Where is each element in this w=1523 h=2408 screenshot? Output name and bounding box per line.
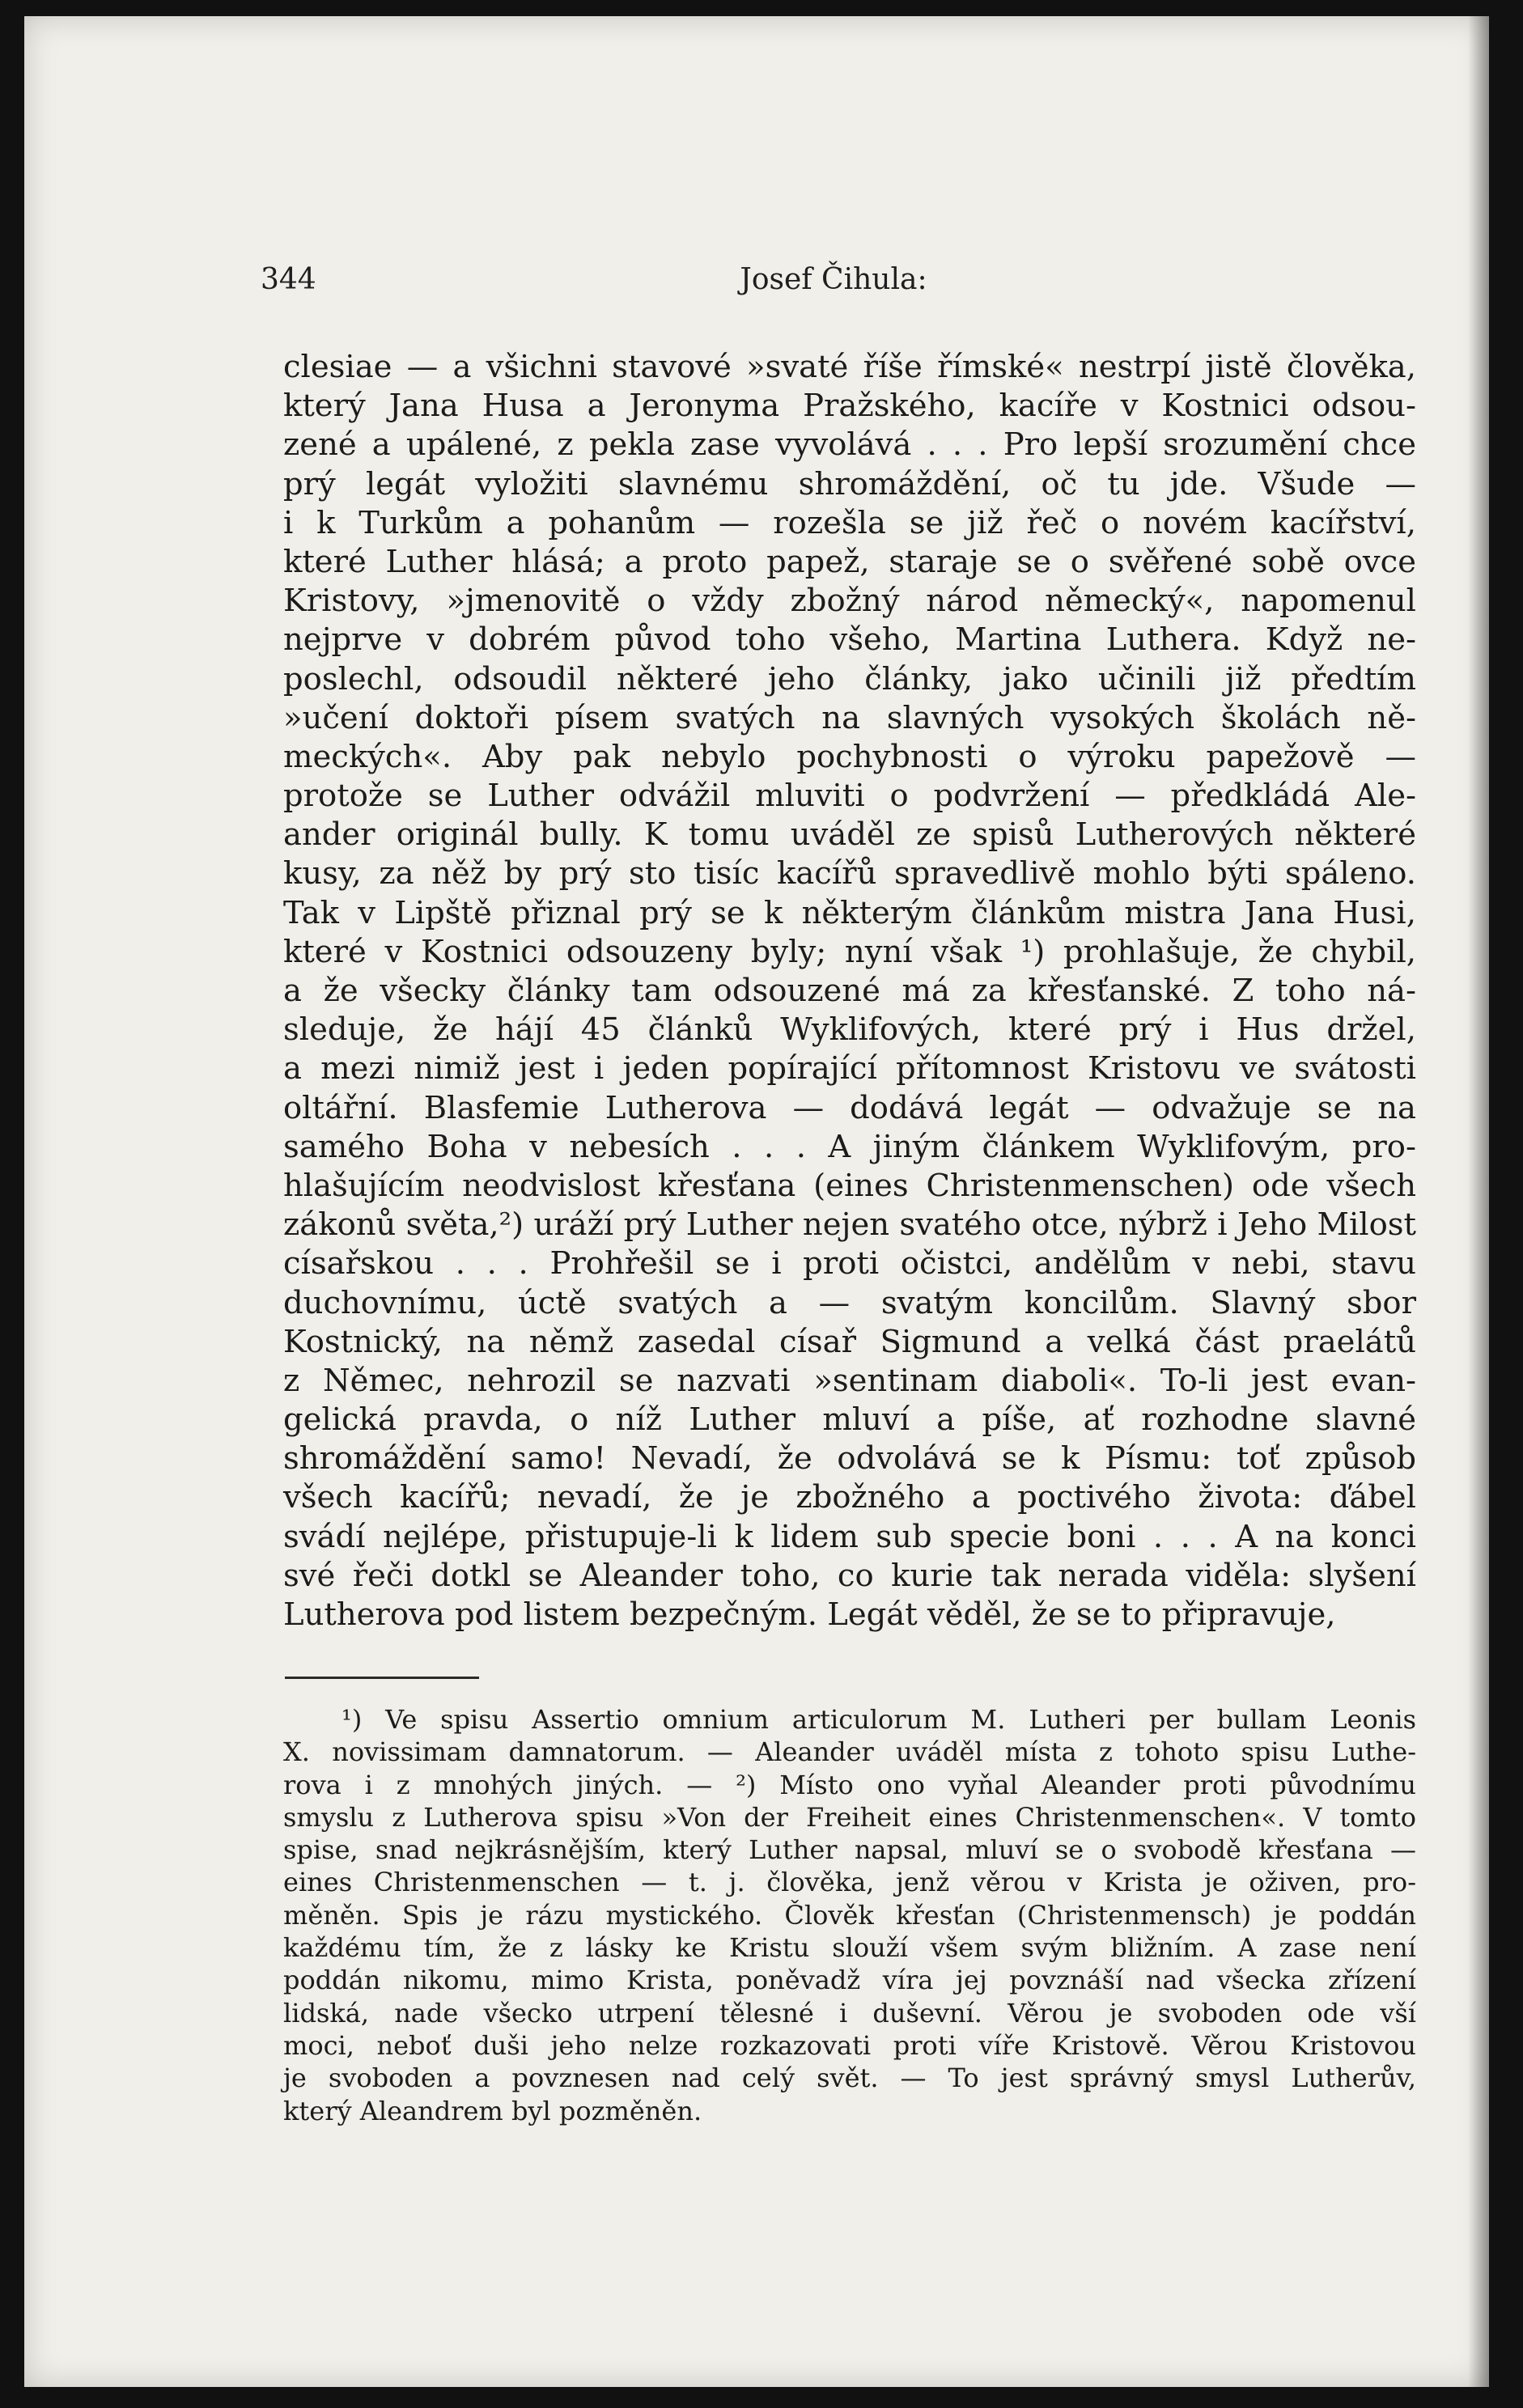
- text-line: shromáždění samo! Nevadí, že odvolává se k Písmu: toť způsob: [283, 1440, 1416, 1477]
- text-line: které Luther hlásá; a proto papež, staraje se o svěřené sobě ovce: [283, 543, 1416, 580]
- text-line: Tak v Lipště přiznal prý se k některým článkům mistra Jana Husi,: [283, 894, 1416, 931]
- text-line: zené a upálené, z pekla zase vyvolává . . . Pro lepší srozumění chce: [283, 426, 1416, 464]
- text-line: a že všecky články tam odsouzené má za křesťanské. Z toho ná-: [283, 973, 1416, 1009]
- text-line: císařskou . . . Prohřešil se i proti očistci, andělům v nebi, stavu: [283, 1245, 1416, 1282]
- footnotes: [283, 1703, 1416, 2127]
- text-line: »učení doktoři písem svatých na slavných vysokých školách ně-: [283, 699, 1416, 736]
- text-line: prý legát vyložiti slavnému shromáždění, oč tu jde. Všude —: [283, 465, 1416, 502]
- footnote-line: spise, snad nejkrásnějším, který Luther napsal, mluví se o svobodě křesťana —: [283, 1834, 1416, 1866]
- footnote-line: je svoboden a povznesen nad celý svět. — To jest správný smysl Lutherův,: [283, 2062, 1416, 2094]
- text-line: svádí nejlépe, přistupuje-li k lidem sub specie boni . . . A na konci: [283, 1518, 1416, 1555]
- text-line: sleduje, že hájí 45 článků Wyklifových, které prý i Hus držel,: [283, 1011, 1416, 1049]
- text-line: duchovnímu, úctě svatých a — svatým koncilům. Slavný sbor: [283, 1284, 1416, 1321]
- text-line: zákonů světa,²) uráží prý Luther nejen svatého otce, nýbrž i Jeho Milost: [283, 1206, 1416, 1244]
- footnote-line: moci, neboť duši jeho nelze rozkazovati proti víře Kristově. Věrou Kristovou: [283, 2029, 1416, 2061]
- text-line: který Jana Husa a Jeronyma Pražského, kacíře v Kostnici odsou-: [283, 388, 1416, 425]
- text-line: i k Turkům a pohanům — rozešla se již řeč o novém kacířství,: [283, 504, 1416, 541]
- page-edge-shadow: [1468, 16, 1489, 2387]
- running-head: Josef Čihula:: [740, 263, 927, 296]
- text-line: všech kacířů; nevadí, že je zbožného a poctivého života: ďábel: [283, 1479, 1416, 1516]
- text-line: Kristovy, »jmenovitě o vždy zbožný národ německý«, napomenul: [283, 583, 1416, 620]
- page-number: 344: [261, 263, 316, 296]
- footnote-line: měněn. Spis je rázu mystického. Člověk křesťan (Christenmensch) je poddán: [283, 1899, 1416, 1931]
- text-line: své řeči dotkl se Aleander toho, co kurie tak nerada viděla: slyšení: [283, 1557, 1416, 1594]
- text-line: Kostnický, na němž zasedal císař Sigmund a velká část praelátů: [283, 1323, 1416, 1360]
- text-line: meckých«. Aby pak nebylo pochybnosti o výroku papežově —: [283, 738, 1416, 775]
- text-line: clesiae — a všichni stavové »svaté říše římské« nestrpí jistě člověka,: [283, 349, 1416, 385]
- footnote-line: lidská, nade všecko utrpení tělesné i duševní. Věrou je svoboden ode vší: [283, 1997, 1416, 2029]
- text-line: nejprve v dobrém původ toho všeho, Martina Luthera. Když ne-: [283, 621, 1416, 659]
- footnote-rule: [285, 1677, 479, 1679]
- footnote-line: X. novissimam damnatorum. — Aleander uváděl místa z tohoto spisu Luthe-: [283, 1736, 1416, 1768]
- text-line: ander originál bully. K tomu uváděl ze spisů Lutherových některé: [283, 816, 1416, 854]
- footnote-line: poddán nikomu, mimo Krista, poněvadž víra jej povznáší nad všecka zřízení: [283, 1965, 1416, 1996]
- text-line: Lutherova pod listem bezpečným. Legát věděl, že se to připravuje,: [283, 1596, 1336, 1633]
- book-page: [24, 16, 1489, 2387]
- footnote-line: rova i z mnohých jiných. — ²) Místo ono vyňal Aleander proti původnímu: [283, 1769, 1416, 1800]
- text-line: kusy, za něž by prý sto tisíc kacířů spravedlivě mohlo býti spáleno.: [283, 855, 1416, 892]
- footnote-line: smyslu z Lutherova spisu »Von der Freiheit eines Christenmenschen«. V tomto: [283, 1801, 1416, 1833]
- text-line: hlašujícím neodvislost křesťana (eines Christenmenschen) ode všech: [283, 1167, 1416, 1204]
- main-text: [283, 348, 1416, 1634]
- text-line: oltářní. Blasfemie Lutherova — dodává legát — odvažuje se na: [283, 1089, 1416, 1126]
- footnote-line: ¹) Ve spisu Assertio omnium articulorum M. Lutheri per bullam Leonis: [342, 1704, 1416, 1735]
- text-line: protože se Luther odvážil mluviti o podvržení — předkládá Ale-: [283, 778, 1416, 815]
- text-line: a mezi nimiž jest i jeden popírající přítomnost Kristovu ve svátosti: [283, 1050, 1416, 1087]
- text-line: poslechl, odsoudil některé jeho články, jako učinili již předtím: [283, 660, 1416, 697]
- text-line: gelická pravda, o níž Luther mluví a píše, ať rozhodne slavné: [283, 1401, 1416, 1439]
- text-line: samého Boha v nebesích . . . A jiným článkem Wyklifovým, pro-: [283, 1128, 1416, 1165]
- footnote-line: který Aleandrem byl pozměněn.: [283, 2095, 702, 2126]
- page-header: [235, 263, 1432, 303]
- text-line: které v Kostnici odsouzeny byly; nyní však ¹) prohlašuje, že chybil,: [283, 933, 1416, 970]
- text-line: z Němec, nehrozil se nazvati »sentinam diaboli«. To-li jest evan-: [283, 1362, 1416, 1399]
- footnote-line: eines Christenmenschen — t. j. člověka, jenž věrou v Krista je oživen, pro-: [283, 1867, 1416, 1898]
- footnote-line: každému tím, že z lásky ke Kristu slouží všem svým bližním. A zase není: [283, 1932, 1416, 1964]
